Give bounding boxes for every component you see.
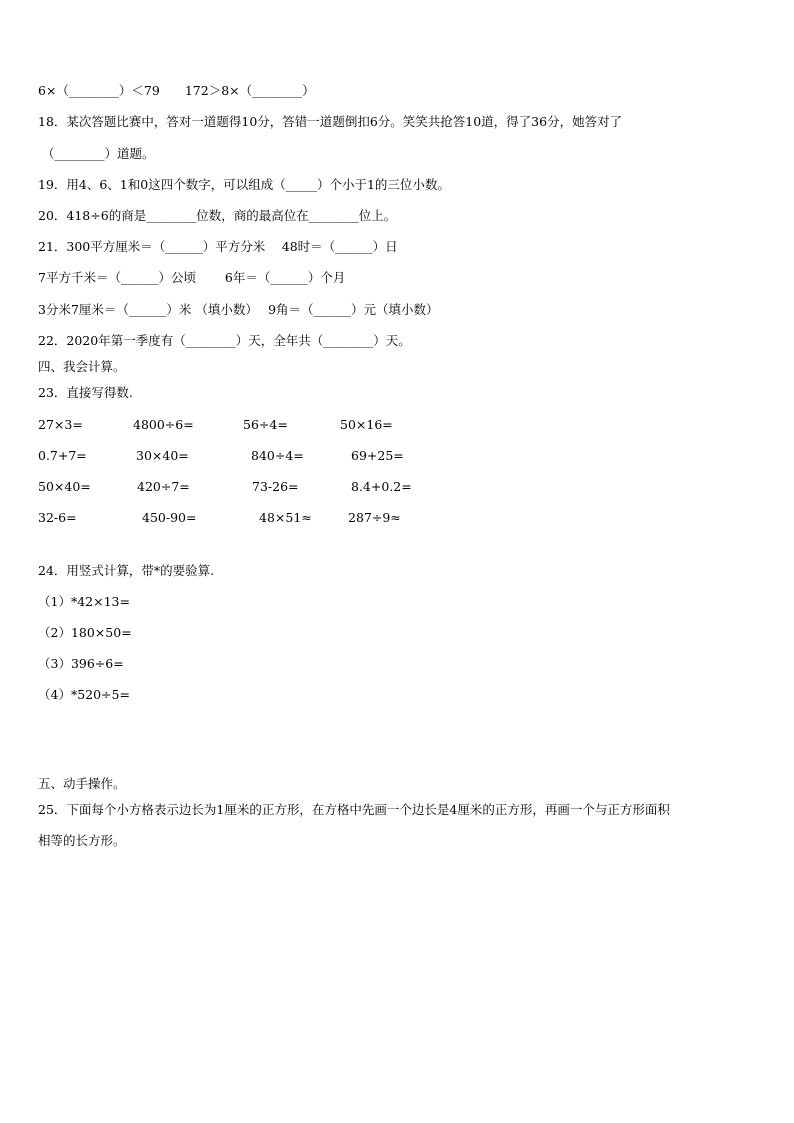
section-5-heading: 五、动手操作。 <box>38 776 126 791</box>
q18-answer-line: （________）道题。 <box>42 146 155 161</box>
q24-heading: 24．用竖式计算，带*的要验算. <box>38 563 215 578</box>
q23-heading: 23．直接写得数. <box>38 385 133 400</box>
q21-line2: 7平方千米＝（______）公顷 6年＝（______）个月 <box>38 270 346 285</box>
q25-text-cont: 相等的长方形。 <box>38 833 126 848</box>
q24-item-2: （2）180×50= <box>38 625 132 640</box>
calc-item: 420÷7= <box>137 479 190 494</box>
calc-item: 0.7+7= <box>38 448 87 463</box>
calc-item: 30×40= <box>136 448 189 463</box>
q22-text: 22．2020年第一季度有（________）天，全年共（________）天。 <box>38 333 411 348</box>
q21-line1: 21．300平方厘米＝（______）平方分米 48时＝（______）日 <box>38 239 398 254</box>
calc-item: 50×40= <box>38 479 91 494</box>
q19-text: 19．用4、6、1和0这四个数字，可以组成（_____）个小于1的三位小数。 <box>38 177 450 192</box>
calc-item: 27×3= <box>38 417 83 432</box>
calc-item: 4800÷6= <box>133 417 194 432</box>
q21-line3: 3分米7厘米＝（______）米 （填小数） 9角＝（______）元（填小数） <box>38 302 439 317</box>
calc-item: 287÷9≈ <box>348 510 401 525</box>
calc-item: 56÷4= <box>243 417 288 432</box>
calc-item: 32-6= <box>38 510 77 525</box>
calc-item: 840÷4= <box>251 448 304 463</box>
calc-item: 48×51≈ <box>259 510 312 525</box>
q17-continuation: 6×（________）＜79 172＞8×（________） <box>38 83 315 98</box>
calc-item: 73-26= <box>252 479 299 494</box>
q20-text: 20．418÷6的商是________位数，商的最高位在________位上。 <box>38 208 397 223</box>
calc-item: 69+25= <box>351 448 404 463</box>
q24-item-1: （1）*42×13= <box>38 594 130 609</box>
calc-item: 50×16= <box>340 417 393 432</box>
q25-text: 25．下面每个小方格表示边长为1厘米的正方形，在方格中先画一个边长是4厘米的正方形，再画一个与正方形面积 <box>38 802 670 817</box>
q24-item-4: （4）*520÷5= <box>38 687 130 702</box>
calc-item: 450-90= <box>142 510 197 525</box>
q18-text: 18．某次答题比赛中，答对一道题得10分，答错一道题倒扣6分。笑笑共抢答10道，得了36分，她答对了 <box>38 114 623 129</box>
section-4-heading: 四、我会计算。 <box>38 359 126 374</box>
calc-item: 8.4+0.2= <box>351 479 412 494</box>
q24-item-3: （3）396÷6= <box>38 656 124 671</box>
